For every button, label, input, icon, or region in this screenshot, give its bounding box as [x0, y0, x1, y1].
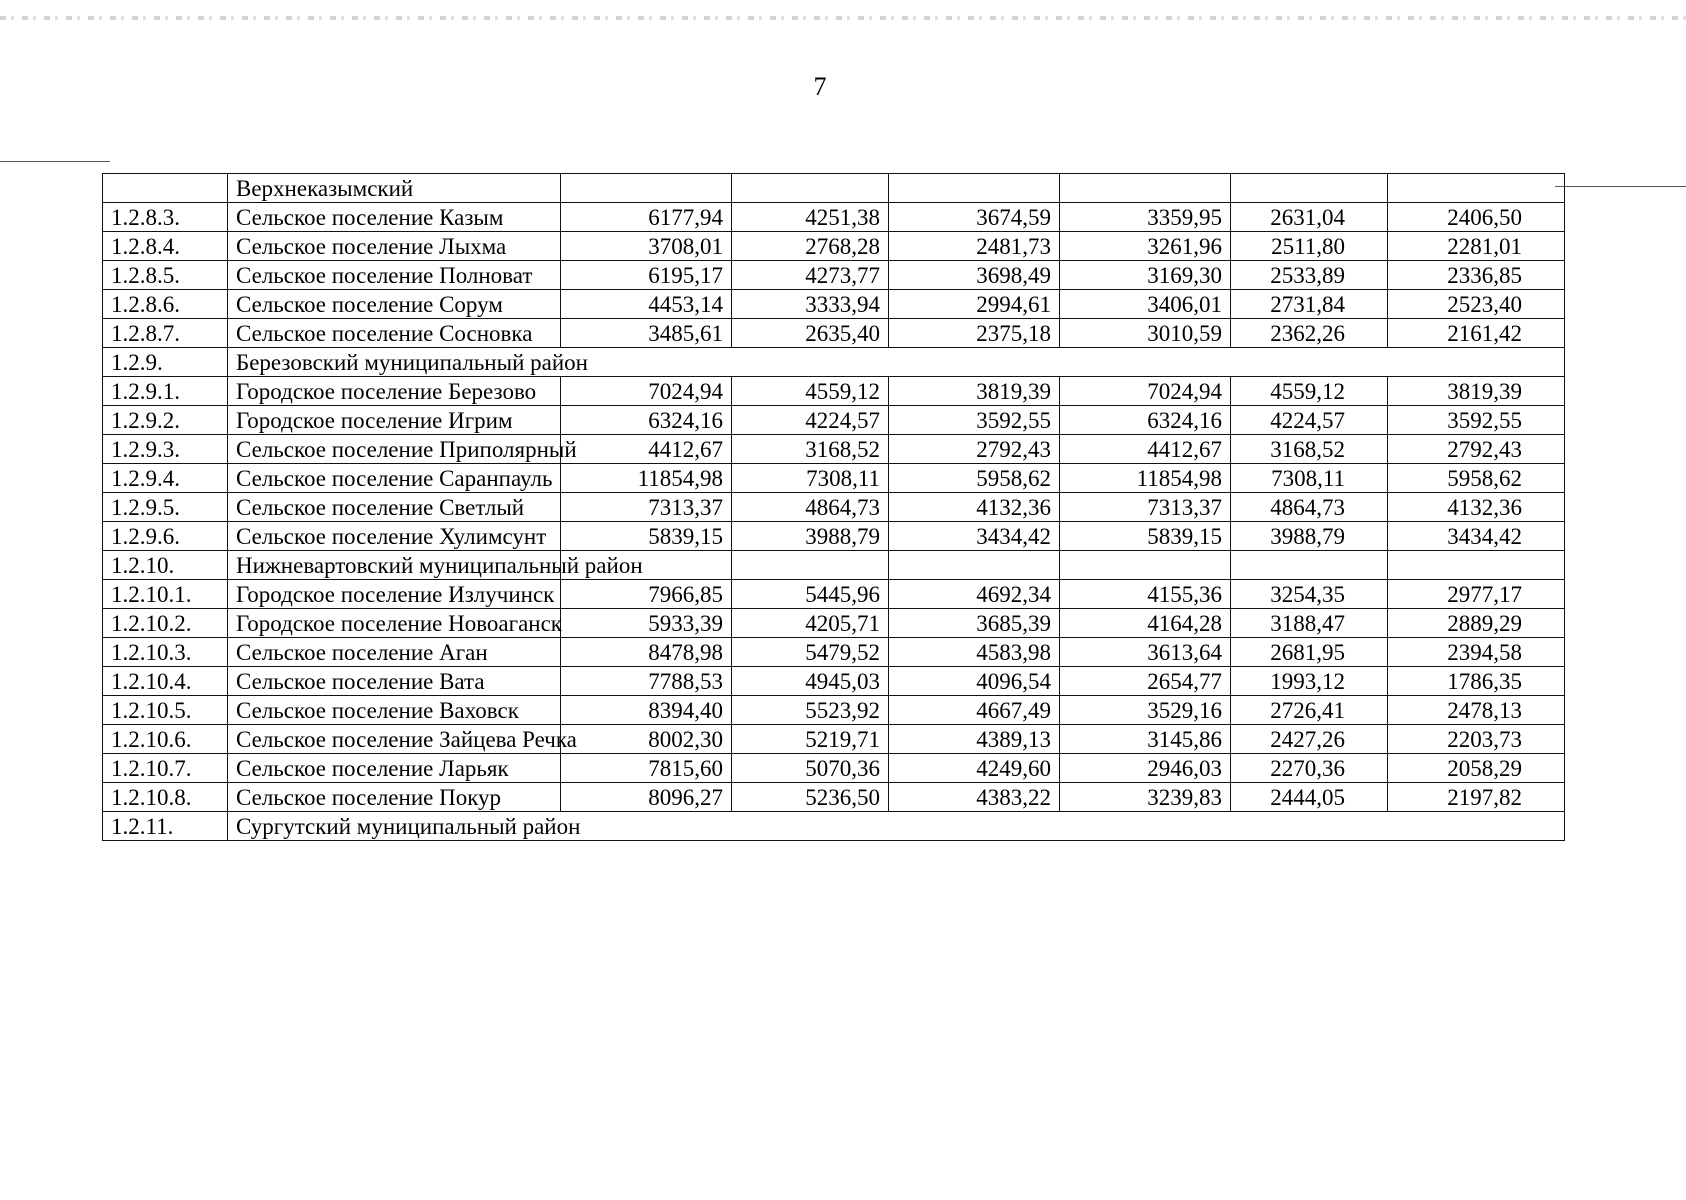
value-cell: 2726,41	[1231, 696, 1388, 725]
value-cell: 2631,04	[1231, 203, 1388, 232]
value-cell: 5839,15	[561, 522, 732, 551]
value-cell: 4132,36	[1388, 493, 1565, 522]
value-cell: 7313,37	[1060, 493, 1231, 522]
scan-rule-right	[1555, 186, 1686, 187]
table-row	[103, 435, 1565, 464]
row-name: Городское поселение Игрим	[228, 406, 561, 435]
row-name: Березовский муниципальный район	[228, 348, 1565, 377]
value-cell: 4583,98	[889, 638, 1060, 667]
value-cell	[1060, 551, 1231, 580]
value-cell: 3254,35	[1231, 580, 1388, 609]
table-row	[103, 609, 1565, 638]
table-row	[103, 522, 1565, 551]
value-cell: 4249,60	[889, 754, 1060, 783]
value-cell: 4273,77	[732, 261, 889, 290]
value-cell: 2731,84	[1231, 290, 1388, 319]
value-cell: 3592,55	[1388, 406, 1565, 435]
value-cell: 2792,43	[1388, 435, 1565, 464]
table-row	[103, 464, 1565, 493]
row-code: 1.2.8.6.	[103, 290, 228, 319]
value-cell	[732, 174, 889, 203]
value-cell: 3145,86	[1060, 725, 1231, 754]
value-cell: 5523,92	[732, 696, 889, 725]
table-row	[103, 232, 1565, 261]
row-code: 1.2.8.4.	[103, 232, 228, 261]
value-cell: 2161,42	[1388, 319, 1565, 348]
row-code: 1.2.9.4.	[103, 464, 228, 493]
value-cell: 6324,16	[561, 406, 732, 435]
value-cell: 3674,59	[889, 203, 1060, 232]
value-cell: 2768,28	[732, 232, 889, 261]
value-cell: 6324,16	[1060, 406, 1231, 435]
value-cell: 3188,47	[1231, 609, 1388, 638]
row-name: Городское поселение Березово	[228, 377, 561, 406]
value-cell: 4692,34	[889, 580, 1060, 609]
value-cell: 3988,79	[1231, 522, 1388, 551]
value-cell	[561, 174, 732, 203]
value-cell	[1388, 551, 1565, 580]
value-cell: 1786,35	[1388, 667, 1565, 696]
value-cell: 3529,16	[1060, 696, 1231, 725]
value-cell: 5070,36	[732, 754, 889, 783]
value-cell: 4096,54	[889, 667, 1060, 696]
table-row	[103, 783, 1565, 812]
row-name: Городское поселение Новоаганск	[228, 609, 561, 638]
table-row	[103, 638, 1565, 667]
row-code: 1.2.8.3.	[103, 203, 228, 232]
value-cell: 6195,17	[561, 261, 732, 290]
value-cell: 4864,73	[1231, 493, 1388, 522]
row-code: 1.2.10.8.	[103, 783, 228, 812]
table-row	[103, 551, 1565, 580]
row-code: 1.2.10.2.	[103, 609, 228, 638]
row-code: 1.2.10.3.	[103, 638, 228, 667]
row-name: Сельское поселение Лыхма	[228, 232, 561, 261]
value-cell: 2946,03	[1060, 754, 1231, 783]
section-row	[103, 812, 1565, 841]
table-row	[103, 696, 1565, 725]
row-name: Городское поселение Излучинск	[228, 580, 561, 609]
value-cell: 8002,30	[561, 725, 732, 754]
value-cell: 2533,89	[1231, 261, 1388, 290]
row-name: Сельское поселение Сосновка	[228, 319, 561, 348]
row-code: 1.2.8.7.	[103, 319, 228, 348]
value-cell: 3988,79	[732, 522, 889, 551]
table-row	[103, 754, 1565, 783]
value-cell: 2203,73	[1388, 725, 1565, 754]
value-cell: 3685,39	[889, 609, 1060, 638]
value-cell: 3708,01	[561, 232, 732, 261]
value-cell: 2197,82	[1388, 783, 1565, 812]
value-cell: 2511,80	[1231, 232, 1388, 261]
value-cell	[889, 551, 1060, 580]
value-cell: 7308,11	[732, 464, 889, 493]
value-cell: 8478,98	[561, 638, 732, 667]
value-cell: 8096,27	[561, 783, 732, 812]
value-cell: 2523,40	[1388, 290, 1565, 319]
value-cell: 2681,95	[1231, 638, 1388, 667]
table-row	[103, 406, 1565, 435]
value-cell: 7024,94	[561, 377, 732, 406]
value-cell	[1388, 174, 1565, 203]
value-cell: 3168,52	[732, 435, 889, 464]
value-cell: 2478,13	[1388, 696, 1565, 725]
section-row	[103, 348, 1565, 377]
value-cell: 4559,12	[1231, 377, 1388, 406]
row-name: Сельское поселение Вата	[228, 667, 561, 696]
row-code: 1.2.9.1.	[103, 377, 228, 406]
value-cell: 4383,22	[889, 783, 1060, 812]
row-name: Сельское поселение Покур	[228, 783, 561, 812]
value-cell: 2058,29	[1388, 754, 1565, 783]
value-cell: 3819,39	[1388, 377, 1565, 406]
row-name: Сельское поселение Полноват	[228, 261, 561, 290]
value-cell: 2362,26	[1231, 319, 1388, 348]
value-cell: 3239,83	[1060, 783, 1231, 812]
value-cell: 3169,30	[1060, 261, 1231, 290]
value-cell: 8394,40	[561, 696, 732, 725]
table-row	[103, 725, 1565, 754]
value-cell: 1993,12	[1231, 667, 1388, 696]
value-cell: 3333,94	[732, 290, 889, 319]
table-row	[103, 580, 1565, 609]
table-row	[103, 493, 1565, 522]
row-code: 1.2.9.2.	[103, 406, 228, 435]
value-cell: 3485,61	[561, 319, 732, 348]
row-code: 1.2.9.3.	[103, 435, 228, 464]
row-name: Сельское поселение Сорум	[228, 290, 561, 319]
row-code: 1.2.10.	[103, 551, 228, 580]
table-row	[103, 203, 1565, 232]
table-row	[103, 667, 1565, 696]
value-cell: 4667,49	[889, 696, 1060, 725]
value-cell: 4864,73	[732, 493, 889, 522]
value-cell: 2889,29	[1388, 609, 1565, 638]
value-cell: 11854,98	[1060, 464, 1231, 493]
value-cell: 3434,42	[889, 522, 1060, 551]
row-name: Сельское поселение Светлый	[228, 493, 561, 522]
value-cell: 4224,57	[732, 406, 889, 435]
row-code	[103, 174, 228, 203]
table-row	[103, 290, 1565, 319]
table-row	[103, 319, 1565, 348]
row-code: 1.2.10.4.	[103, 667, 228, 696]
value-cell: 3168,52	[1231, 435, 1388, 464]
value-cell: 6177,94	[561, 203, 732, 232]
value-cell: 2481,73	[889, 232, 1060, 261]
value-cell: 2270,36	[1231, 754, 1388, 783]
value-cell: 4559,12	[732, 377, 889, 406]
value-cell: 2654,77	[1060, 667, 1231, 696]
value-cell: 4132,36	[889, 493, 1060, 522]
row-code: 1.2.10.5.	[103, 696, 228, 725]
row-name: Сельское поселение Хулимсунт	[228, 522, 561, 551]
tariff-table	[102, 173, 1565, 841]
value-cell: 2336,85	[1388, 261, 1565, 290]
value-cell: 7966,85	[561, 580, 732, 609]
value-cell: 4389,13	[889, 725, 1060, 754]
value-cell: 4412,67	[561, 435, 732, 464]
value-cell: 2375,18	[889, 319, 1060, 348]
value-cell	[889, 174, 1060, 203]
value-cell: 4205,71	[732, 609, 889, 638]
table-body	[103, 174, 1565, 841]
value-cell	[1231, 174, 1388, 203]
value-cell: 3592,55	[889, 406, 1060, 435]
row-code: 1.2.9.6.	[103, 522, 228, 551]
value-cell: 7308,11	[1231, 464, 1388, 493]
value-cell: 3359,95	[1060, 203, 1231, 232]
value-cell: 2792,43	[889, 435, 1060, 464]
value-cell: 2427,26	[1231, 725, 1388, 754]
value-cell: 2977,17	[1388, 580, 1565, 609]
row-code: 1.2.10.6.	[103, 725, 228, 754]
value-cell: 3261,96	[1060, 232, 1231, 261]
row-name: Нижневартовский муниципальный район	[228, 551, 561, 580]
value-cell: 7313,37	[561, 493, 732, 522]
value-cell: 4251,38	[732, 203, 889, 232]
value-cell: 7815,60	[561, 754, 732, 783]
row-name: Сельское поселение Ларьяк	[228, 754, 561, 783]
row-name: Сургутский муниципальный район	[228, 812, 1565, 841]
value-cell: 4412,67	[1060, 435, 1231, 464]
value-cell: 5958,62	[889, 464, 1060, 493]
value-cell: 2444,05	[1231, 783, 1388, 812]
value-cell	[732, 551, 889, 580]
row-name: Сельское поселение Саранпауль	[228, 464, 561, 493]
value-cell: 5236,50	[732, 783, 889, 812]
value-cell: 2635,40	[732, 319, 889, 348]
value-cell: 5839,15	[1060, 522, 1231, 551]
value-cell: 4164,28	[1060, 609, 1231, 638]
value-cell: 3819,39	[889, 377, 1060, 406]
value-cell: 3698,49	[889, 261, 1060, 290]
value-cell: 4155,36	[1060, 580, 1231, 609]
scan-rule-left	[0, 161, 110, 162]
row-name: Сельское поселение Приполярный	[228, 435, 561, 464]
value-cell: 11854,98	[561, 464, 732, 493]
table-row	[103, 261, 1565, 290]
table-row	[103, 377, 1565, 406]
row-name: Сельское поселение Аган	[228, 638, 561, 667]
row-code: 1.2.11.	[103, 812, 228, 841]
value-cell: 3406,01	[1060, 290, 1231, 319]
value-cell: 4453,14	[561, 290, 732, 319]
row-code: 1.2.8.5.	[103, 261, 228, 290]
page-number: 7	[813, 72, 827, 101]
value-cell: 5958,62	[1388, 464, 1565, 493]
value-cell: 5219,71	[732, 725, 889, 754]
value-cell	[1231, 551, 1388, 580]
value-cell: 3010,59	[1060, 319, 1231, 348]
value-cell: 2394,58	[1388, 638, 1565, 667]
value-cell: 2406,50	[1388, 203, 1565, 232]
value-cell	[1060, 174, 1231, 203]
value-cell: 5445,96	[732, 580, 889, 609]
row-code: 1.2.10.7.	[103, 754, 228, 783]
value-cell: 3434,42	[1388, 522, 1565, 551]
value-cell: 3613,64	[1060, 638, 1231, 667]
row-name: Верхнеказымский	[228, 174, 561, 203]
row-code: 1.2.9.5.	[103, 493, 228, 522]
row-code: 1.2.9.	[103, 348, 228, 377]
value-cell: 7024,94	[1060, 377, 1231, 406]
value-cell: 2281,01	[1388, 232, 1565, 261]
row-name: Сельское поселение Ваховск	[228, 696, 561, 725]
row-code: 1.2.10.1.	[103, 580, 228, 609]
scan-artifact-top	[0, 16, 1686, 20]
table-row	[103, 174, 1565, 203]
row-name: Сельское поселение Казым	[228, 203, 561, 232]
value-cell: 2994,61	[889, 290, 1060, 319]
value-cell: 5933,39	[561, 609, 732, 638]
value-cell: 4945,03	[732, 667, 889, 696]
value-cell: 4224,57	[1231, 406, 1388, 435]
value-cell: 7788,53	[561, 667, 732, 696]
value-cell: 5479,52	[732, 638, 889, 667]
row-name: Сельское поселение Зайцева Речка	[228, 725, 561, 754]
